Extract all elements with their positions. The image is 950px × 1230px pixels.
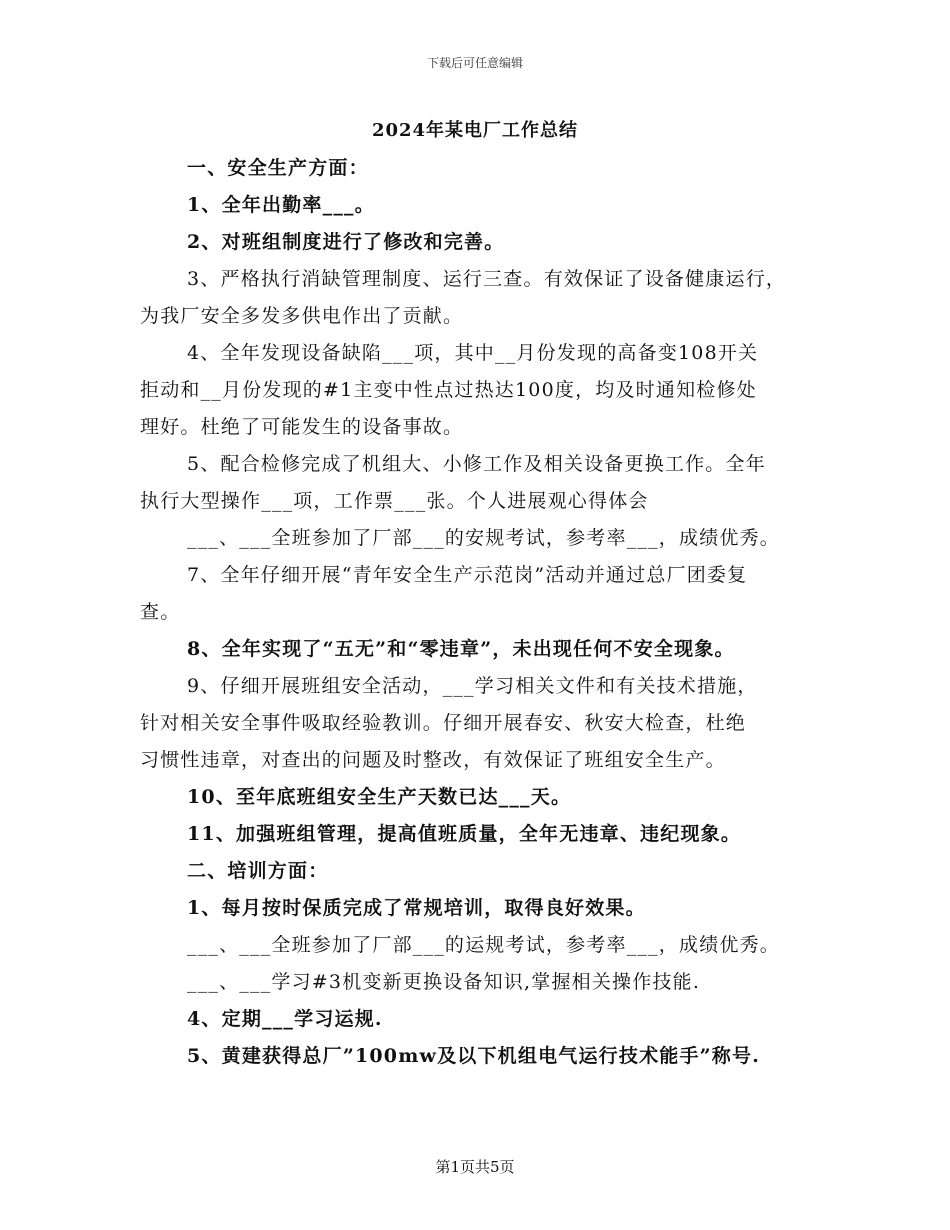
text-line: 习惯性违章，对查出的问题及时整改，有效保证了班组安全生产。 — [140, 749, 726, 771]
text-line: ___、___全班参加了厂部___的运规考试，参考率___，成绩优秀。 — [187, 934, 781, 956]
text-line: 3、严格执行消缺管理制度、运行三查。有效保证了设备健康运行， — [187, 268, 787, 290]
text-line: 二、培训方面： — [187, 860, 329, 882]
text-line: 查。 — [140, 601, 181, 623]
text-line: 7、全年仔细开展“青年安全生产示范岗”活动并通过总厂团委复 — [187, 564, 748, 586]
text-line: 2、对班组制度进行了修改和完善。 — [187, 231, 505, 253]
text-line: ___、___全班参加了厂部___的安规考试，参考率___，成绩优秀。 — [187, 527, 781, 549]
text-line: 1、全年出勤率___。 — [187, 194, 375, 216]
text-line: 4、全年发现设备缺陷___项，其中__月份发现的高备变108开关 — [187, 342, 759, 364]
text-line: 为我厂安全多发多供电作出了贡献。 — [140, 305, 464, 327]
text-line: 5、配合检修完成了机组大、小修工作及相关设备更换工作。全年 — [187, 453, 766, 475]
text-line: 8、全年实现了“五无”和“零违章”，未出现任何不安全现象。 — [187, 638, 735, 660]
text-line: 针对相关安全事件吸取经验教训。仔细开展春安、秋安大检查，杜绝 — [140, 712, 747, 734]
document-title: 2024年某电厂工作总结 — [371, 120, 579, 141]
text-line: 理好。杜绝了可能发生的设备事故。 — [140, 416, 464, 438]
text-line: ___、___学习#3机变新更换设备知识,掌握相关操作技能. — [187, 971, 701, 993]
text-line: 4、定期___学习运规. — [187, 1008, 383, 1030]
page-footer: 第1页共5页 — [435, 1158, 515, 1176]
document-body — [140, 150, 810, 1075]
text-line: 执行大型操作___项，工作票___张。个人进展观心得体会 — [140, 490, 649, 512]
header-note: 下载后可任意编辑 — [426, 56, 523, 70]
text-line: 1、每月按时保质完成了常规培训，取得良好效果。 — [187, 897, 646, 919]
text-line: 拒动和__月份发现的#1主变中性点过热达100度，均及时通知检修处 — [140, 379, 757, 401]
text-line: 5、黄建获得总厂”100mw及以下机组电气运行技术能手”称号. — [187, 1045, 761, 1067]
text-line: 9、仔细开展班组安全活动，___学习相关文件和有关技术措施， — [187, 675, 758, 697]
text-line: 11、加强班组管理，提高值班质量，全年无违章、违纪现象。 — [187, 823, 742, 845]
text-line: 一、安全生产方面： — [187, 157, 369, 179]
text-line: 10、至年底班组安全生产天数已达___天。 — [187, 786, 572, 808]
